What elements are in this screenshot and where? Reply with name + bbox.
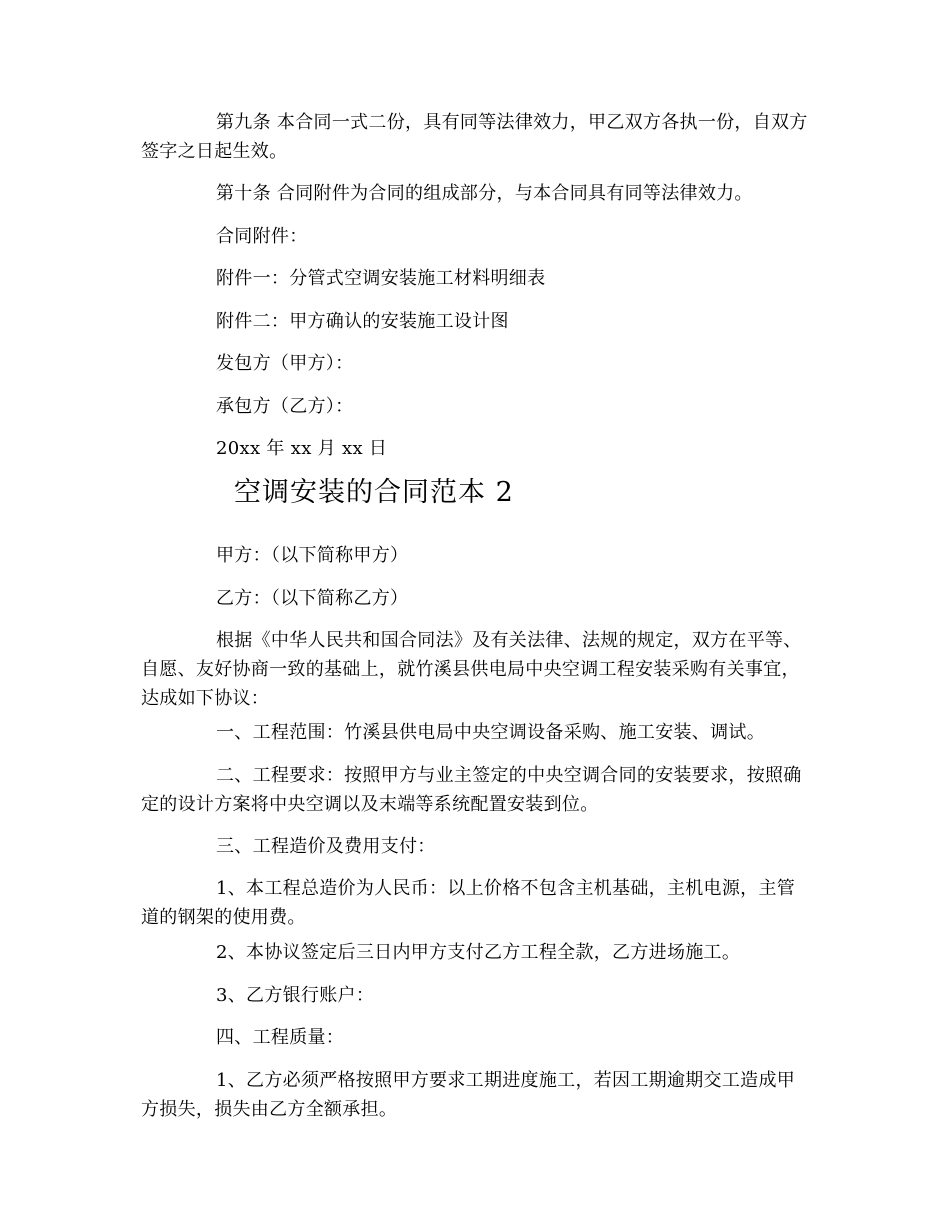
attachment-one: 附件一：分管式空调安装施工材料明细表 — [216, 268, 546, 289]
article-three-item-one: 1、本工程总造价为人民币：以上价格不包含主机基础，主机电源，主管道的钢架的使用费。 — [141, 878, 796, 928]
article-one-scope: 一、工程范围：竹溪县供电局中央空调设备采购、施工安装、调试。 — [216, 722, 765, 743]
article-three-title: 三、工程造价及费用支付： — [216, 836, 436, 857]
party-b-line: 乙方：（以下简称乙方） — [216, 588, 409, 609]
article-two-requirements: 二、工程要求：按照甲方与业主签定的中央空调合同的安装要求，按照确定的设计方案将中央空调以及末端等系统配置安装到位。 — [141, 765, 802, 815]
party-a-signature-line: 发包方（甲方）： — [216, 353, 354, 374]
clause-nine: 第九条 本合同一式二份，具有同等法律效力，甲乙双方各执一份，自双方签字之日起生效。 — [141, 112, 808, 162]
signing-date: 20xx 年 xx 月 xx 日 — [216, 438, 388, 459]
party-b-signature-line: 承包方（乙方）： — [216, 396, 354, 417]
clause-ten: 第十条 合同附件为合同的组成部分，与本合同具有同等法律效力。 — [216, 183, 753, 204]
section-heading: 空调安装的合同范本 2 — [234, 477, 514, 508]
article-four-item-one: 1、乙方必须严格按照甲方要求工期进度施工，若因工期逾期交工造成甲方损失，损失由乙方全额承担。 — [141, 1070, 796, 1120]
article-three-item-two: 2、本协议签定后三日内甲方支付乙方工程全款，乙方进场施工。 — [216, 942, 741, 963]
attachments-label: 合同附件： — [216, 226, 308, 247]
preamble-paragraph: 根据《中华人民共和国合同法》及有关法律、法规的规定，双方在平等、自愿、友好协商一致的基础上，就竹溪县供电局中央空调工程安装采购有关事宜，达成如下协议： — [141, 630, 802, 709]
article-four-title: 四、工程质量： — [216, 1027, 345, 1048]
party-a-line: 甲方：（以下简称甲方） — [216, 545, 409, 566]
attachment-two: 附件二：甲方确认的安装施工设计图 — [216, 311, 509, 332]
article-three-item-three: 3、乙方银行账户： — [216, 985, 375, 1006]
